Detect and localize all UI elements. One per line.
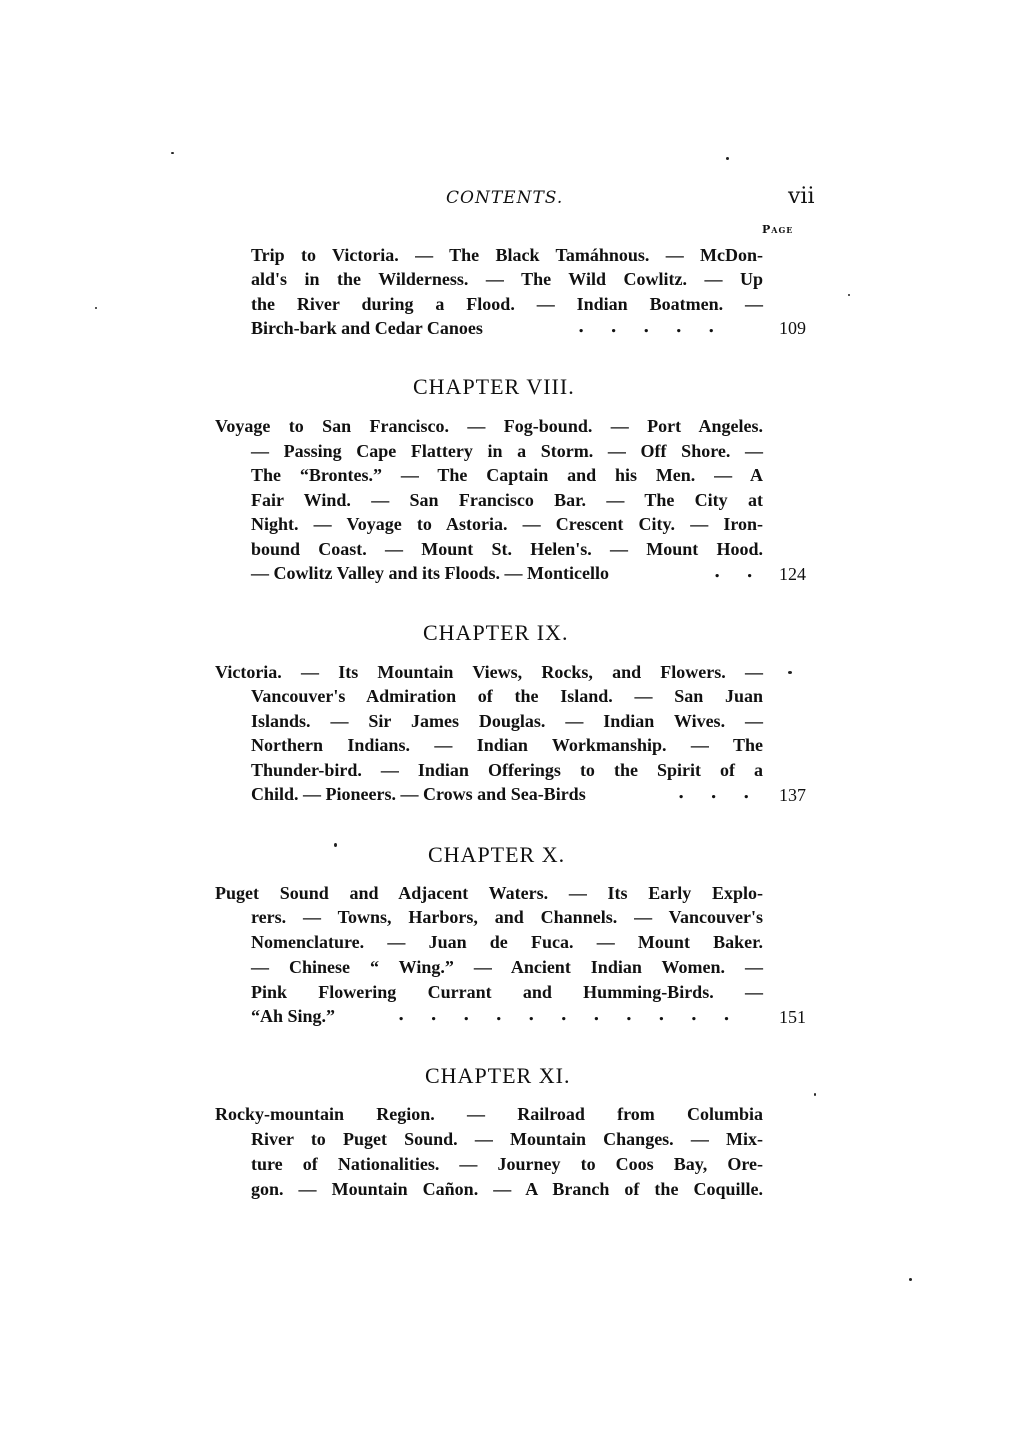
- scan-speck: [909, 1278, 912, 1281]
- scan-speck: [171, 152, 174, 154]
- toc-line: Voyage to San Francisco. — Fog-bound. — Port Angeles.: [215, 416, 763, 436]
- page-number: vii: [788, 184, 815, 209]
- toc-line: Thunder-bird. — Indian Offerings to the Spirit of a: [251, 760, 763, 780]
- toc-line: Vancouver's Admiration of the Island. — San Juan: [251, 686, 763, 706]
- toc-line: bound Coast. — Mount St. Helen's. — Mount Hood.: [251, 539, 763, 559]
- leader-dots: . . . . .: [578, 316, 725, 337]
- scan-speck: [788, 671, 792, 674]
- scan-speck: [95, 307, 97, 309]
- leader-dots: . . .: [678, 782, 760, 803]
- toc-line: the River during a Flood. — Indian Boatmen. —: [251, 294, 763, 314]
- toc-line: Victoria. — Its Mountain Views, Rocks, and Flowers. —: [215, 662, 763, 682]
- page-column-label: Page: [762, 223, 794, 236]
- toc-line: gon. — Mountain Cañon. — A Branch of the Coquille.: [251, 1179, 763, 1199]
- scan-speck: [334, 843, 337, 847]
- toc-line: Puget Sound and Adjacent Waters. — Its Early Explo-: [215, 883, 763, 903]
- toc-page-number: 151: [779, 1007, 806, 1027]
- scan-speck: [726, 157, 729, 160]
- toc-line: Trip to Victoria. — The Black Tamáhnous. — McDon-: [251, 245, 763, 265]
- toc-page-number: 137: [779, 785, 806, 805]
- toc-line: Pink Flowering Currant and Humming-Birds. —: [251, 982, 763, 1002]
- toc-page-number: 124: [779, 564, 806, 584]
- toc-line: ald's in the Wilderness. — The Wild Cowlitz. — Up: [251, 269, 763, 289]
- toc-line: — Cowlitz Valley and its Floods. — Monticello: [251, 563, 610, 583]
- leader-dots: . . . . . . . . . . .: [398, 1004, 740, 1025]
- toc-line: “Ah Sing.”: [251, 1006, 336, 1026]
- toc-line: ture of Nationalities. — Journey to Coos Bay, Ore-: [251, 1154, 763, 1174]
- toc-line: Nomenclature. — Juan de Fuca. — Mount Baker.: [251, 932, 763, 952]
- chapter-heading: CHAPTER XI.: [425, 1063, 571, 1088]
- toc-line: Fair Wind. — San Francisco Bar. — The City at: [251, 490, 763, 510]
- running-title: CONTENTS.: [446, 188, 564, 208]
- chapter-heading: CHAPTER VIII.: [413, 374, 575, 399]
- toc-line: River to Puget Sound. — Mountain Changes. — Mix-: [251, 1129, 763, 1149]
- scan-speck: [848, 294, 850, 296]
- toc-line: The “Brontes.” — The Captain and his Men. — A: [251, 465, 763, 485]
- chapter-heading: CHAPTER IX.: [423, 620, 569, 645]
- chapter-heading: CHAPTER X.: [428, 842, 566, 867]
- leader-dots: . .: [714, 561, 763, 582]
- toc-line: Rocky-mountain Region. — Railroad from Columbia: [215, 1104, 763, 1124]
- toc-line: Northern Indians. — Indian Workmanship. — The: [251, 735, 763, 755]
- toc-line: Islands. — Sir James Douglas. — Indian Wives. —: [251, 711, 763, 731]
- scan-speck: [814, 1093, 816, 1096]
- toc-line: rers. — Towns, Harbors, and Channels. — Vancouver's: [251, 907, 763, 927]
- toc-line: Night. — Voyage to Astoria. — Crescent City. — Iron-: [251, 514, 763, 534]
- toc-line: Child. — Pioneers. — Crows and Sea-Birds: [251, 784, 586, 804]
- toc-line: Birch-bark and Cedar Canoes: [251, 318, 483, 338]
- toc-line: — Passing Cape Flattery in a Storm. — Off Shore. —: [251, 441, 763, 461]
- toc-line: — Chinese “ Wing.” — Ancient Indian Women. —: [251, 957, 763, 977]
- toc-page-number: 109: [779, 318, 806, 338]
